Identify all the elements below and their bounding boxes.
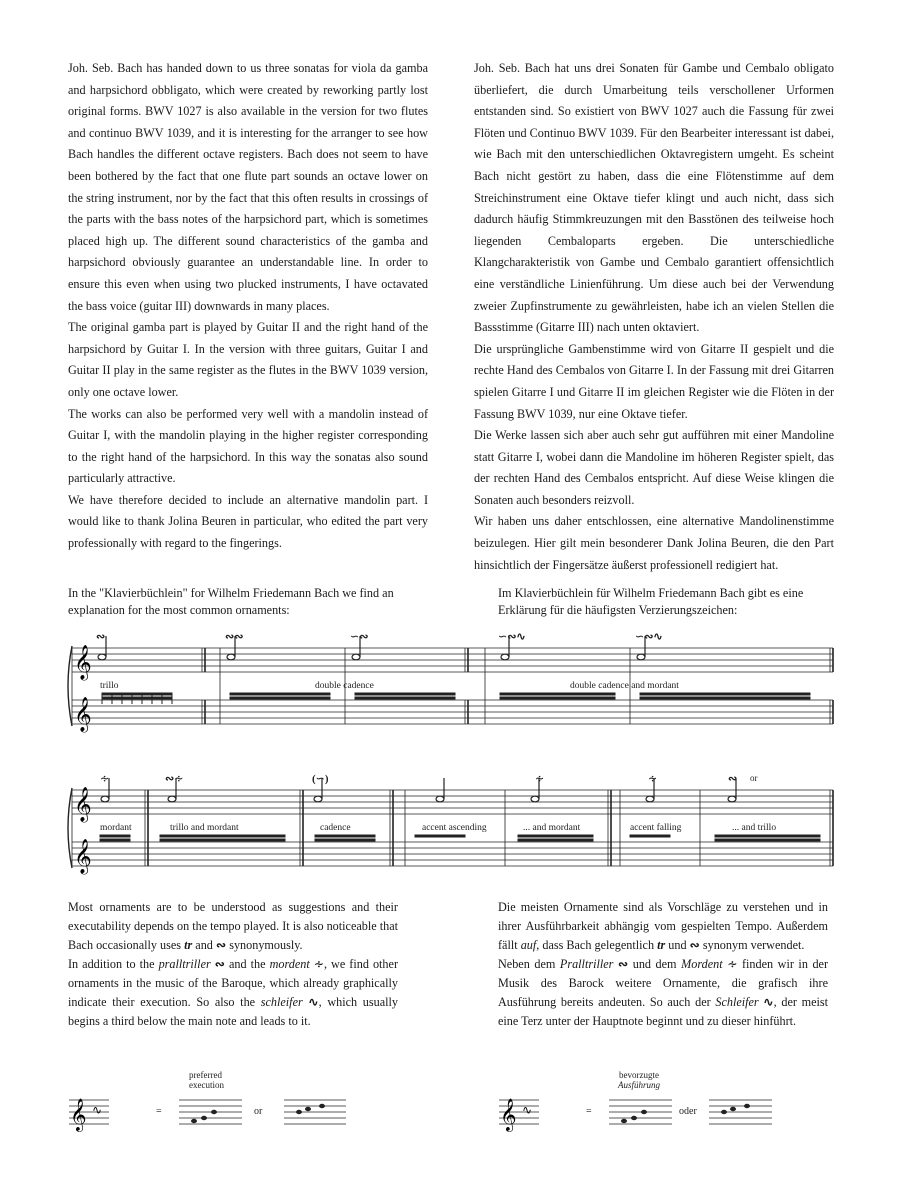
ornament-table-row-1 — [60, 628, 850, 743]
schleifer-example-de — [494, 1068, 794, 1148]
en-notes-paragraph-2: In addition to the pralltriller ∾ and the mordent ∻, we find other ornaments in the music of the Baroque, which already graphically indicate their execution. So also the schleifer ∿, which usually begins a third below the main note and leads to it. — [68, 957, 398, 1028]
svg-text:∿: ∿ — [522, 1103, 533, 1117]
label-accent-falling: accent falling — [630, 823, 682, 833]
ornament-caption-de: Im Klavierbüchlein für Wilhelm Friedemann Bach gibt es eine Erklärung für die häufigsten Verzierungszeichen: — [498, 586, 804, 617]
label-double-cadence-mordant: double cadence and mordant — [570, 681, 679, 691]
en-paragraph-2: The original gamba part is played by Guitar II and the right hand of the harpsichord by Guitar I. In the version with three guitars, Guitar I and Guitar II play in the same register as the flutes in the BWV 1039 version, only one octave lower. — [68, 320, 428, 399]
svg-text:=: = — [586, 1106, 592, 1117]
svg-text:∻: ∻ — [100, 773, 110, 785]
label-and-trillo: ... and trillo — [732, 823, 777, 833]
svg-text:=: = — [156, 1106, 162, 1117]
schleifer-example-en — [64, 1068, 364, 1148]
de-paragraph-1: Joh. Seb. Bach hat uns drei Sonaten für Gambe und Cembalo obligato überliefert, die durch Umarbeitung teils verschollener Urformen entstanden sind. So existiert von BWV 1027 auch die Fassung für zwei Flöten und Continuo BWV 1039. Für den Bearbeiter interessant ist dabei, wie Bach mit den unterschiedlichen Oktavregistern umgeht. Es scheint Bach nicht gestört zu haben, dass die eine Flötenstimme auf dem Streichinstrument eine Oktave tiefer klingt und auch nicht, dass sich dadurch häufig Stimmkreuzungen mit den Basstönen des teilweise hoch liegenden Cembaloparts ergeben. Die unterschiedliche Klangcharakteristik von Gambe und Cembalo garantiert offensichtlich eine verständliche Linienführung. Um diese auch bei der Verwendung zweier Zupfinstrumente zu gewährleisten, habe ich an vielen Stellen die Bassstimme (Gitarre III) nach unten oktaviert. — [474, 61, 834, 335]
svg-text:∾: ∾ — [728, 773, 738, 785]
german-intro-column — [474, 58, 834, 576]
english-ornament-notes — [68, 898, 398, 1031]
de-paragraph-3: Die Werke lassen sich aber auch sehr gut aufführen mit einer Mandoline statt Gitarre I, wobei dann die Mandoline im höheren Register spielt, das der rechten Hand des Cembalos entspricht. Auf diese Weise klingen die Sonaten auch besonders reizvoll. — [474, 428, 834, 507]
svg-text:𝄞: 𝄞 — [70, 1100, 87, 1131]
ausfuehrung-label: Ausführung — [618, 1080, 661, 1090]
label-mordant: mordant — [100, 823, 132, 833]
preferred-label: preferred — [189, 1070, 222, 1080]
execution-label: execution — [189, 1080, 224, 1090]
svg-text:oder: oder — [679, 1106, 697, 1117]
svg-text:∾: ∾ — [96, 631, 106, 643]
svg-text:(∽): (∽) — [312, 773, 329, 785]
pralltriller-icon: ∾ — [689, 938, 700, 952]
svg-text:𝄞: 𝄞 — [74, 698, 92, 731]
bevorzugte-label: bevorzugte — [619, 1070, 659, 1080]
svg-text:∻: ∻ — [535, 773, 545, 785]
en-paragraph-3: The works can also be performed very well with a mandolin instead of Guitar I, with the mandolin playing in the higher register corresponding to the right hand of the harpsichord. In this way the sonatas also sound particularly attractive. — [68, 406, 428, 486]
de-paragraph-4: Wir haben uns daher entschlossen, eine alternative Mandolinenstimme beizulegen. Hier gilt mein besonderer Dank Jolina Beuren, die den Part hinsichtlich der Fingersätze äußerst professionell redigiert hat. — [474, 514, 834, 572]
label-double-cadence: double cadence — [315, 681, 374, 691]
de-notes-paragraph-1: Die meisten Ornamente sind als Vorschläge zu verstehen und in ihrer Ausführbarkeit abhängig vom gespielten Tempo. Außerdem fällt auf, dass Bach gelegentlich tr und ∾ synonym verwendet. — [498, 900, 828, 952]
en-paragraph-1: Joh. Seb. Bach has handed down to us three sonatas for viola da gamba and harpsichord obbligato, which were created by reworking partly lost original forms. BWV 1027 is also available in the version for two flutes and continuo BWV 1039, and it is interesting for the arranger to see how Bach handles the different octave registers. Bach does not seem to have been bothered by the fact that one flute part sounds an octave lower on the string instrument, nor by the fact that this often results in crossings of the parts with the bass notes of the harpsichord part, which is sometimes placed high up. The different sound characteristics of the gamba and harpsichord obviously guarantee an understandable line. In order to ensure this even when using two plucked instruments, I have octavated the bass voice (guitar III) downwards in many places. — [68, 61, 428, 313]
schleifer-icon: ∿ — [763, 995, 774, 1009]
de-notes-paragraph-2: Neben dem Pralltriller ∾ und dem Mordent ∻ finden wir in der Musik des Barock weitere Ornamente, die grafisch ihre Ausführung bereits andeuten. So auch der Schleifer ∿, der meist eine Terz unter der Hauptnote beginnt und zu dieser hinführt. — [498, 957, 829, 1028]
ornament-table-row-2 — [60, 770, 850, 885]
pralltriller-icon: ∾ — [617, 957, 629, 971]
svg-text:∿: ∿ — [92, 1103, 103, 1117]
label-trillo-and-mordant: trillo and mordant — [170, 823, 239, 833]
svg-text:∽∾∿: ∽∾∿ — [498, 631, 526, 643]
svg-text:𝄞: 𝄞 — [74, 646, 92, 679]
label-and-mordant: ... and mordant — [523, 823, 581, 833]
label-accent-ascending: accent ascending — [422, 823, 487, 833]
english-intro-column — [68, 58, 428, 555]
svg-text:∾∻: ∾∻ — [165, 773, 184, 785]
svg-text:∽∾∿: ∽∾∿ — [635, 631, 663, 643]
svg-text:or: or — [254, 1106, 263, 1117]
or-label: or — [750, 773, 758, 783]
tr-icon: tr — [657, 938, 666, 952]
tr-icon: tr — [184, 938, 193, 952]
pralltriller-icon: ∾ — [215, 938, 227, 952]
label-cadence: cadence — [320, 823, 351, 833]
label-trillo: trillo — [100, 681, 119, 691]
schleifer-icon: ∿ — [308, 995, 319, 1009]
svg-text:𝄞: 𝄞 — [74, 840, 92, 873]
en-paragraph-4: We have therefore decided to include an alternative mandolin part. I would like to thank Jolina Beuren in particular, who edited the part very professionally with regard to the fingerings. — [68, 492, 428, 551]
svg-text:∾∾: ∾∾ — [225, 631, 244, 643]
mordent-icon: ∻ — [727, 957, 738, 971]
svg-text:𝄞: 𝄞 — [500, 1100, 517, 1131]
svg-text:𝄞: 𝄞 — [74, 788, 92, 821]
ornament-caption-en: In the "Klavierbüchlein" for Wilhelm Friedemann Bach we find an explanation for the most common ornaments: — [68, 586, 394, 617]
de-paragraph-2: Die ursprüngliche Gambenstimme wird von Gitarre II gespielt und die rechte Hand des Cembalos von Gitarre I. In der Fassung mit drei Gitarren spielen Gitarre I und Gitarre II im gleichen Register wie die Flöten in der Fassung BWV 1039, nur eine Oktave tiefer. — [474, 341, 834, 421]
svg-text:∽∾: ∽∾ — [350, 631, 369, 643]
german-ornament-notes — [498, 898, 828, 1031]
mordent-icon: ∻ — [313, 957, 324, 971]
en-notes-paragraph-1: Most ornaments are to be understood as suggestions and their executability depends on the tempo played. It is also noticeable that Bach occasionally uses tr and ∾ synonymously. — [68, 900, 398, 952]
pralltriller-icon: ∾ — [214, 957, 225, 971]
svg-text:∻: ∻ — [648, 773, 658, 785]
